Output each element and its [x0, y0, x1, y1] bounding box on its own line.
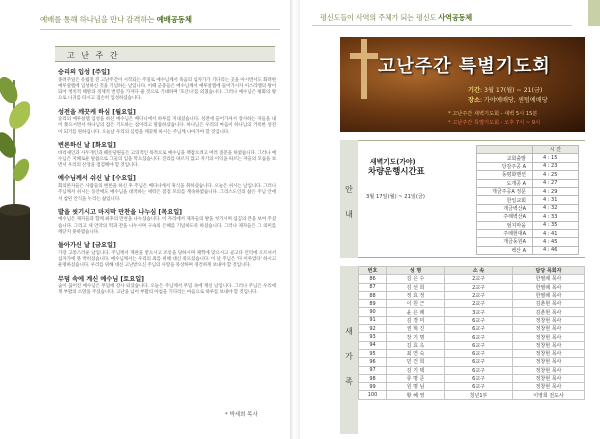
banner-period-label: 기간: [468, 87, 480, 94]
table-cell: 86: [359, 275, 387, 283]
day-title: 무덤 속에 계신 예수님 [토요일]: [58, 275, 144, 283]
table-cell: 청년1부: [445, 391, 513, 399]
edge-bar: [588, 0, 600, 26]
banner-period: [468, 85, 542, 94]
column-header: 소 속: [445, 267, 513, 275]
table-cell: 4 : 41: [533, 229, 579, 237]
table-cell: 6교구: [445, 333, 513, 341]
day-body: 바리새인과 사두개인과 헤롯당원들은 고의적인 목적으로 예수님을 책잡으려고 여러 질문을 하였습니다. 그러나 예수님은 지혜로운 말씀으로 그들의 입을 막으셨습니다. 진리를 따르지 않고 자기의 이익을 따르는 자들의 모습을 보면서 우리의 신앙을 점검해야 할 것입니다.: [58, 150, 276, 169]
table-row: [359, 291, 585, 299]
table-cell: 4 : 29: [533, 187, 579, 195]
column-header: 시 간: [533, 146, 579, 154]
table-cell: 87: [359, 283, 387, 291]
family-label-char: 가: [345, 352, 353, 361]
table-cell: 권 혁 진: [387, 325, 445, 333]
table-cell: 91: [359, 316, 387, 324]
day-title: 승리의 입성 [주일]: [58, 69, 110, 76]
table-row: [359, 349, 585, 357]
table-cell: 한필례 목사: [513, 283, 585, 291]
table-cell: 2교구: [445, 291, 513, 299]
notice-date: 3월 17일(월) ~ 21일(금): [366, 194, 425, 200]
table-cell: 4 : 46: [533, 246, 579, 254]
table-row: [477, 221, 579, 229]
banner-place-label: 장소: [468, 97, 480, 104]
right-header-text: [320, 13, 472, 23]
table-cell: 4 : 45: [533, 238, 579, 246]
table-cell: 교회출발: [477, 154, 533, 162]
table-cell: 이 원 근: [387, 300, 445, 308]
table-cell: 김 효 옥: [387, 341, 445, 349]
table-cell: 김 경 미: [387, 316, 445, 324]
table-row: [359, 391, 585, 399]
table-cell: 2교구: [445, 283, 513, 291]
table-cell: 정창현 목사: [513, 333, 585, 341]
day-title: 성전을 깨끗케 하심 [월요일]: [58, 108, 136, 116]
table-cell: 김 기 택: [387, 366, 445, 374]
table-row: [477, 204, 579, 212]
day-entry: [58, 274, 276, 297]
table-cell: 백산 A: [477, 246, 533, 254]
table-cell: 4 : 15: [533, 154, 579, 162]
table-cell: 동평화맨션: [477, 171, 533, 179]
table-row: [477, 187, 579, 195]
table-cell: 개금주공A 정문: [477, 187, 533, 195]
page-fold: [290, 0, 300, 439]
bus-schedule-notice: [358, 140, 585, 258]
table-cell: 원 명 님: [387, 383, 445, 391]
table-row: [359, 300, 585, 308]
section-title: [55, 46, 275, 62]
table-row: [359, 341, 585, 349]
table-row: [477, 154, 579, 162]
table-cell: 6교구: [445, 341, 513, 349]
table-cell: 주례현대A: [477, 229, 533, 237]
table-cell: 민 건 희: [387, 358, 445, 366]
table-row: [359, 283, 585, 291]
notice-subtitle: 차량운행시간표: [368, 166, 425, 176]
day-title: 변론하신 날 [화요일]: [58, 142, 116, 150]
day-entry: [58, 140, 276, 169]
right-page: [300, 0, 600, 439]
table-cell: 류 명 준: [387, 374, 445, 382]
table-row: [359, 374, 585, 382]
table-cell: 4 : 23: [533, 162, 579, 170]
table-cell: 4 : 27: [533, 179, 579, 187]
column-header: 성 명: [387, 267, 445, 275]
table-row: [477, 179, 579, 187]
table-cell: 한필례 목사: [513, 275, 585, 283]
new-family-list: [358, 266, 585, 434]
table-cell: 정창현 목사: [513, 358, 585, 366]
banner-title: 고난주간 특별기도회: [378, 56, 551, 77]
plant-decoration-icon: [0, 20, 30, 260]
table-cell: 엄지마을: [477, 221, 533, 229]
table-row: [477, 213, 579, 221]
day-entry: [58, 67, 276, 103]
day-body: 회의론자들은 사람들의 변론을 하신 후 주님은 베다니에서 휴식을 취하셨습니다. 오늘은 쉬시는 날입니다. 그러나 주님께서 쉬시는 동안에도 예수님을 대적하는 세력은 점점 모의를 계속하였습니다. 그리스도인의 삶은 주님 안에서 참된 안식을 누리는 삶입니다.: [58, 183, 276, 202]
table-cell: 도개공 A: [477, 179, 533, 187]
table-row: [359, 383, 585, 391]
family-label-char: 새: [345, 327, 353, 336]
day-body: 종려주일은 유월절 전 고난주간이 시작되는 주일로 예수님께서 죽음의 십자가가 기다리는 곳을 아시면서도 화려한 예루살렘에 입성하신 것을 기념하는 날입니다. 이때 군중들은 예수님께서 예루살렘에 들어가시자 이스라엘의 왕이 되어 정치적 해방과 경제적 번영을 가져다 줄 것으로 기대하며 '호산나'를 외쳤습니다. 그러나 예수님은 평화의 왕으로 나귀를 타시고 겸손히 입성하셨습니다.: [58, 77, 276, 102]
table-cell: 정창현 목사: [513, 366, 585, 374]
table-cell: 개금벽산A: [477, 204, 533, 212]
header-divider: [312, 25, 572, 26]
prayer-meeting-banner: [340, 37, 585, 132]
table-cell: 정창현 목사: [513, 316, 585, 324]
table-row: [477, 238, 579, 246]
notice-title: 새벽기도(가야): [370, 158, 416, 166]
cross-icon: [350, 39, 378, 99]
family-section-label: [340, 266, 358, 434]
banner-place-value: : 가야예배당, 센텀예배당: [479, 97, 548, 104]
table-cell: 정창현 목사: [513, 383, 585, 391]
table-cell: 6교구: [445, 316, 513, 324]
table-row: [477, 229, 579, 237]
table-row: [359, 308, 585, 316]
table-cell: 4 : 31: [533, 196, 579, 204]
banner-dawn-prayer: * 고난주간 새벽기도회 - 새벽 5시 15분: [448, 111, 538, 117]
table-cell: 98: [359, 374, 387, 382]
table-cell: 정 효 정: [387, 291, 445, 299]
table-cell: 김춘현 목사: [513, 308, 585, 316]
day-body: 승리의 예루살렘 입성을 하신 예수님은 베다니에서 하루를 지내셨습니다. 성전에 들어가셔서 장사하는 자들을 내어 쫓으시면서 하나님의 집은 기도하는 집이라고 말씀하셨습니다. 하나님은 우리의 마음이 하나님의 거룩한 성전이 되기를 원하십니다. 오늘날 우리의 심령을 깨끗케 하시는 주님께 나아가야 할 것입니다.: [58, 117, 276, 135]
table-cell: 97: [359, 366, 387, 374]
table-cell: 88: [359, 291, 387, 299]
table-cell: 2교구: [445, 275, 513, 283]
day-entry: [58, 173, 276, 202]
day-entry: [58, 107, 276, 136]
left-page: [0, 0, 290, 439]
passion-week-days: [58, 67, 276, 301]
family-label-char: 족: [345, 377, 353, 386]
table-cell: 94: [359, 341, 387, 349]
table-cell: 김 은 수: [387, 275, 445, 283]
banner-special-prayer: * 고난주간 특별기도회 - 오후 7시 ~ 9시: [448, 120, 541, 126]
day-body: 가장 고통스러운 날입니다. 주님께서 재판을 받으시고 조롱을 당하시며 채찍에 맞으시고 골고다 언덕에 오르셔서 십자가에 못 박히셨습니다. 예수님께서는 우리의 죄를 위해 대신 죽으셨습니다. 이 날 주님은 '다 이루었다' 하시고 운명하셨습니다. 우리를 위해 대신 고난받으신 주님의 사랑을 묵상하며 경건하게 보내야 할 것입니다.: [58, 250, 276, 269]
left-page-header: [40, 8, 280, 30]
table-cell: 정창현 목사: [513, 325, 585, 333]
table-cell: 장 기 명: [387, 333, 445, 341]
column-header: [477, 146, 533, 154]
table-cell: 정창현 목사: [513, 374, 585, 382]
column-header: 담당 목회자: [513, 267, 585, 275]
table-cell: 최 연 숙: [387, 349, 445, 357]
table-cell: 93: [359, 333, 387, 341]
table-cell: 100: [359, 391, 387, 399]
table-cell: 6교구: [445, 325, 513, 333]
day-entry: [58, 240, 276, 269]
table-row: [477, 246, 579, 254]
banner-period-value: : 3월 17(월) ~ 21(금): [479, 87, 543, 94]
table-cell: 김춘현 목사: [513, 300, 585, 308]
table-row: [359, 325, 585, 333]
column-header: 번호: [359, 267, 387, 275]
table-row: [477, 196, 579, 204]
table-cell: 김 선 희: [387, 283, 445, 291]
notice-label-char: 내: [345, 210, 353, 219]
table-cell: 4 : 25: [533, 171, 579, 179]
table-cell: 6교구: [445, 366, 513, 374]
table-cell: 주례벽산A: [477, 213, 533, 221]
table-cell: 정창현 목사: [513, 341, 585, 349]
table-row: [477, 171, 579, 179]
table-cell: 92: [359, 325, 387, 333]
day-body: 예수님은 제자들과 함께 최후의 만찬을 나누셨습니다. 이 자리에서 제자들의 발을 씻기시며 섬김의 본을 보여 주셨습니다. 그리고 새 언약의 떡과 잔을 나누시며 구속의 은혜를 기념하도록 하셨습니다. 그러나 제자들은 그 의미를 깨닫지 못하였습니다.: [58, 217, 276, 235]
right-header-highlight: 사역공동체: [438, 13, 473, 22]
signature: * 박세희 목사: [225, 412, 258, 418]
table-cell: 6교구: [445, 349, 513, 357]
left-header-slogan: 예배를 통해 하나님을 만나 감격하는: [40, 15, 155, 24]
day-title: 돌아가신 날 [금요일]: [58, 242, 116, 250]
table-cell: 윤 은 례: [387, 308, 445, 316]
table-cell: 3교구: [445, 308, 513, 316]
table-cell: 황 혜 영: [387, 391, 445, 399]
right-header-slogan: 평신도들이 사역의 주체가 되는 평신도: [320, 13, 437, 22]
table-cell: 이영희 전도사: [513, 391, 585, 399]
notice-label-char: 안: [345, 185, 353, 194]
table-row: [359, 316, 585, 324]
table-cell: 6교구: [445, 374, 513, 382]
table-cell: 개금동원A: [477, 238, 533, 246]
table-row: [359, 333, 585, 341]
table-cell: 99: [359, 383, 387, 391]
day-body: 숨이 끊어진 예수님은 무덤에 장사 되셨습니다. 오늘은 주님께서 무덤 속에 계신 날입니다. 그러나 주님은 우리에게 부활의 소망을 주셨습니다. 고난을 넘어 부활의 아침을 기다리는 마음으로 하루를 보내야 할 것입니다.: [58, 284, 276, 296]
table-cell: 4 : 33: [533, 213, 579, 221]
notice-section-label: [340, 140, 358, 258]
table-cell: 96: [359, 358, 387, 366]
table-cell: 4 : 32: [533, 204, 579, 212]
day-title: 발을 씻기시고 마지막 만찬을 나누심 [목요일]: [58, 208, 183, 216]
table-cell: 95: [359, 349, 387, 357]
table-row: [359, 366, 585, 374]
new-family-table: [358, 266, 585, 400]
left-header-highlight: 예배공동체: [156, 15, 192, 24]
table-cell: 당감주공 A: [477, 162, 533, 170]
table-header-row: [477, 146, 579, 154]
day-entry: [58, 207, 276, 236]
bus-schedule-table: [476, 145, 579, 255]
table-cell: 90: [359, 308, 387, 316]
table-cell: 2교구: [445, 300, 513, 308]
table-cell: 6교구: [445, 358, 513, 366]
table-row: [359, 275, 585, 283]
table-row: [477, 162, 579, 170]
table-cell: 4 : 35: [533, 221, 579, 229]
table-cell: 한일교회: [477, 196, 533, 204]
table-cell: 6교구: [445, 383, 513, 391]
table-cell: 89: [359, 300, 387, 308]
table-cell: 정창현 목사: [513, 349, 585, 357]
banner-place: [468, 95, 548, 104]
table-header-row: [359, 267, 585, 275]
day-title: 예수님께서 쉬신 날 [수요일]: [58, 175, 136, 183]
table-cell: 한필례 목사: [513, 291, 585, 299]
left-header-text: [40, 14, 192, 25]
section-title-text: 고 난 주 간: [67, 51, 120, 60]
table-row: [359, 358, 585, 366]
